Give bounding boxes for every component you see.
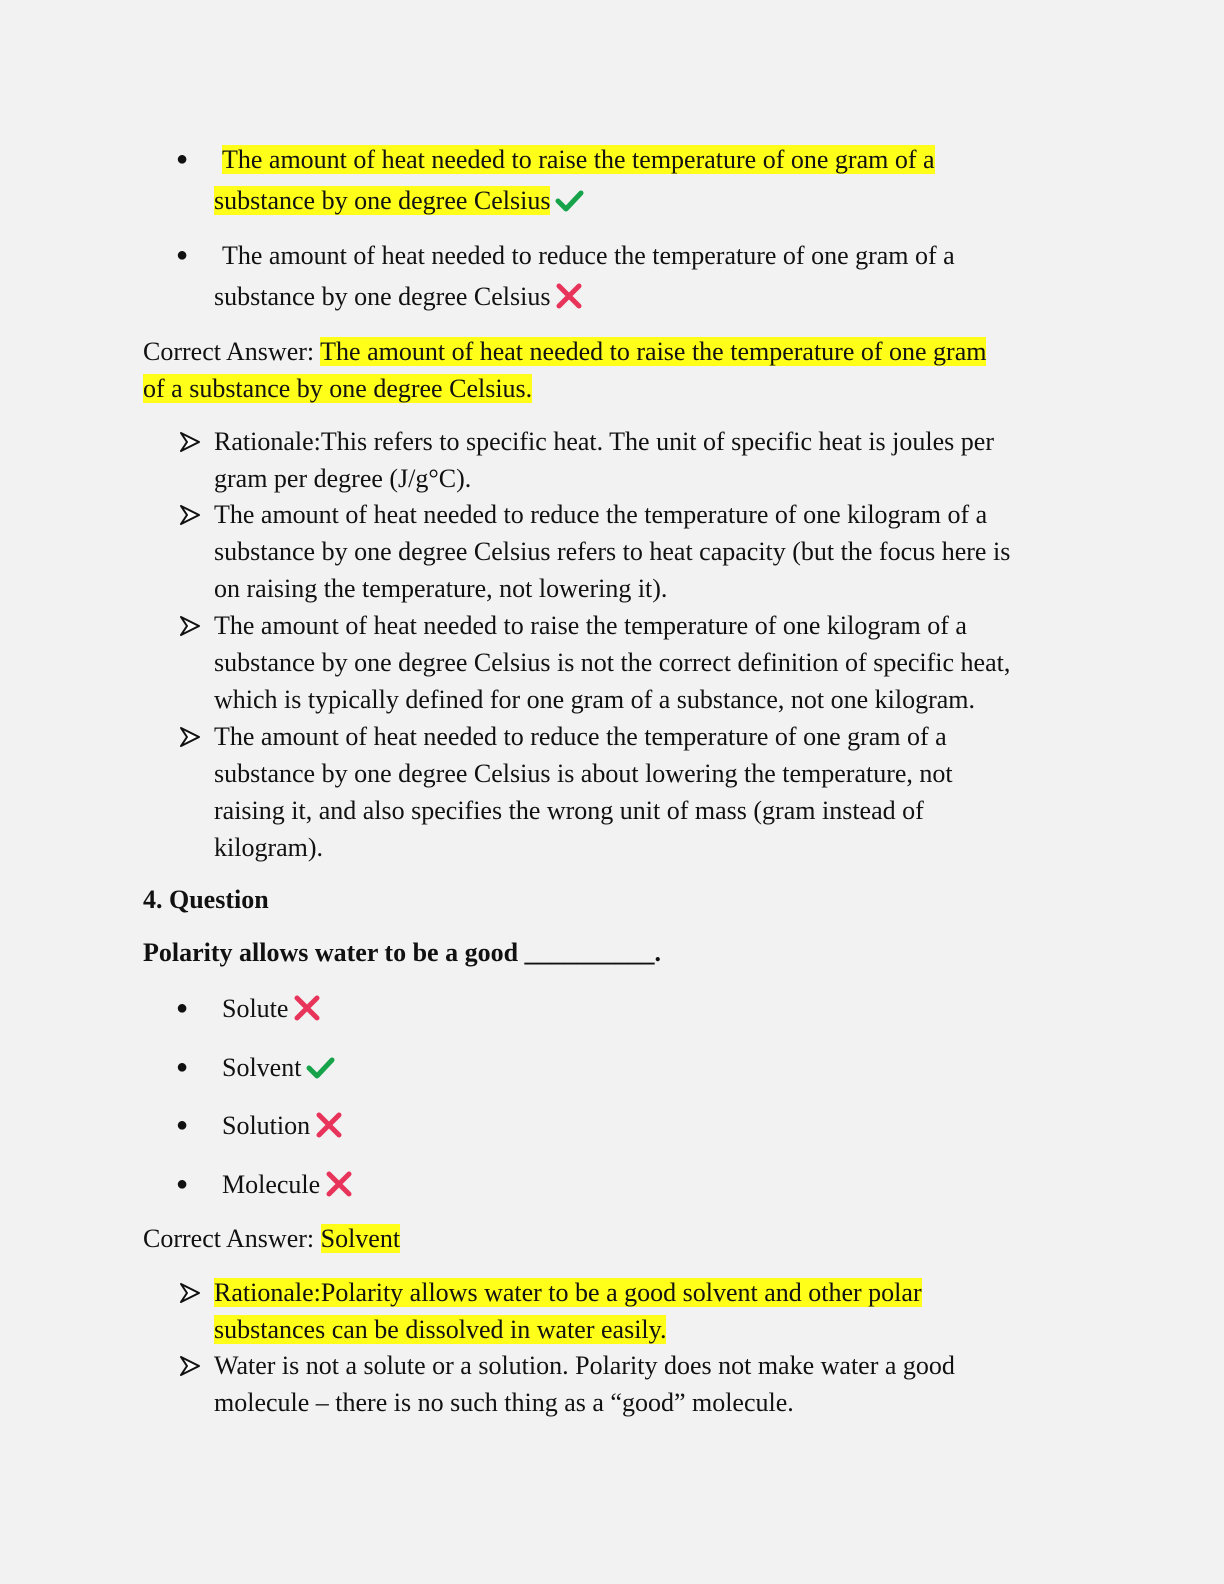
bullet-icon: ●: [176, 997, 189, 1019]
rationale-line: Rationale:Polarity allows water to be a good solvent and other polar: [214, 1278, 922, 1307]
rationale-line: substances can be dissolved in water easily.: [214, 1315, 667, 1344]
rationale-line: Water is not a solute or a solution. Polarity does not make water a good: [214, 1351, 955, 1380]
rationale-line: on raising the temperature, not lowering it).: [214, 574, 668, 603]
rationale-line: raising it, and also specifies the wrong unit of mass (gram instead of: [214, 796, 924, 825]
option-label: Solution: [222, 1111, 311, 1140]
cross-icon: [324, 1169, 354, 1199]
arrow-bullet-icon: [178, 430, 202, 454]
arrow-bullet-icon: [178, 1281, 202, 1305]
option-label: Solute: [222, 994, 289, 1023]
rationale-line: The amount of heat needed to reduce the temperature of one gram of a: [214, 722, 947, 751]
option-label: Solvent: [222, 1053, 302, 1082]
cross-icon: [554, 281, 584, 311]
rationale-line: The amount of heat needed to raise the temperature of one kilogram of a: [214, 611, 967, 640]
question-heading: 4. Question: [143, 885, 269, 914]
correct-answer-label: Correct Answer:: [143, 1224, 315, 1253]
rationale-line: gram per degree (J/g°C).: [214, 464, 472, 493]
q3-correct-answer: [143, 333, 1063, 407]
q3-option-1-line1: The amount of heat needed to raise the temperature of one gram of a: [222, 145, 935, 174]
arrow-bullet-icon: [178, 1354, 202, 1378]
rationale-line: which is typically defined for one gram of a substance, not one kilogram.: [214, 685, 976, 714]
correct-answer-line1: The amount of heat needed to raise the temperature of one gram: [320, 337, 987, 366]
q4-correct-answer: [143, 1220, 1063, 1257]
arrow-bullet-icon: [178, 503, 202, 527]
bullet-icon: ●: [176, 1173, 189, 1195]
rationale-line: substance by one degree Celsius refers to heat capacity (but the focus here is: [214, 537, 1011, 566]
arrow-bullet-icon: [178, 725, 202, 749]
rationale-line: substance by one degree Celsius is not the correct definition of specific heat,: [214, 648, 1011, 677]
check-icon: [554, 185, 584, 215]
question-prompt: Polarity allows water to be a good __________.: [143, 938, 662, 967]
rationale-line: Rationale:This refers to specific heat. The unit of specific heat is joules per: [214, 427, 994, 456]
cross-icon: [292, 993, 322, 1023]
option-label: Molecule: [222, 1170, 321, 1199]
q3-option-2-line2: substance by one degree Celsius: [214, 282, 551, 311]
check-icon: [305, 1052, 335, 1082]
bullet-icon: ●: [176, 148, 189, 170]
arrow-bullet-icon: [178, 614, 202, 638]
bullet-icon: ●: [176, 1056, 189, 1078]
rationale-line: molecule – there is no such thing as a “good” molecule.: [214, 1388, 794, 1417]
q3-option-1-line2: substance by one degree Celsius: [214, 186, 551, 215]
bullet-icon: ●: [176, 244, 189, 266]
correct-answer-label: Correct Answer:: [143, 337, 315, 366]
correct-answer-value: Solvent: [320, 1224, 401, 1253]
q3-option-2-line1: The amount of heat needed to reduce the temperature of one gram of a: [222, 241, 955, 270]
rationale-line: kilogram).: [214, 833, 324, 862]
bullet-icon: ●: [176, 1114, 189, 1136]
rationale-line: The amount of heat needed to reduce the temperature of one kilogram of a: [214, 500, 988, 529]
rationale-line: substance by one degree Celsius is about lowering the temperature, not: [214, 759, 953, 788]
cross-icon: [314, 1110, 344, 1140]
correct-answer-line2: of a substance by one degree Celsius.: [143, 374, 533, 403]
